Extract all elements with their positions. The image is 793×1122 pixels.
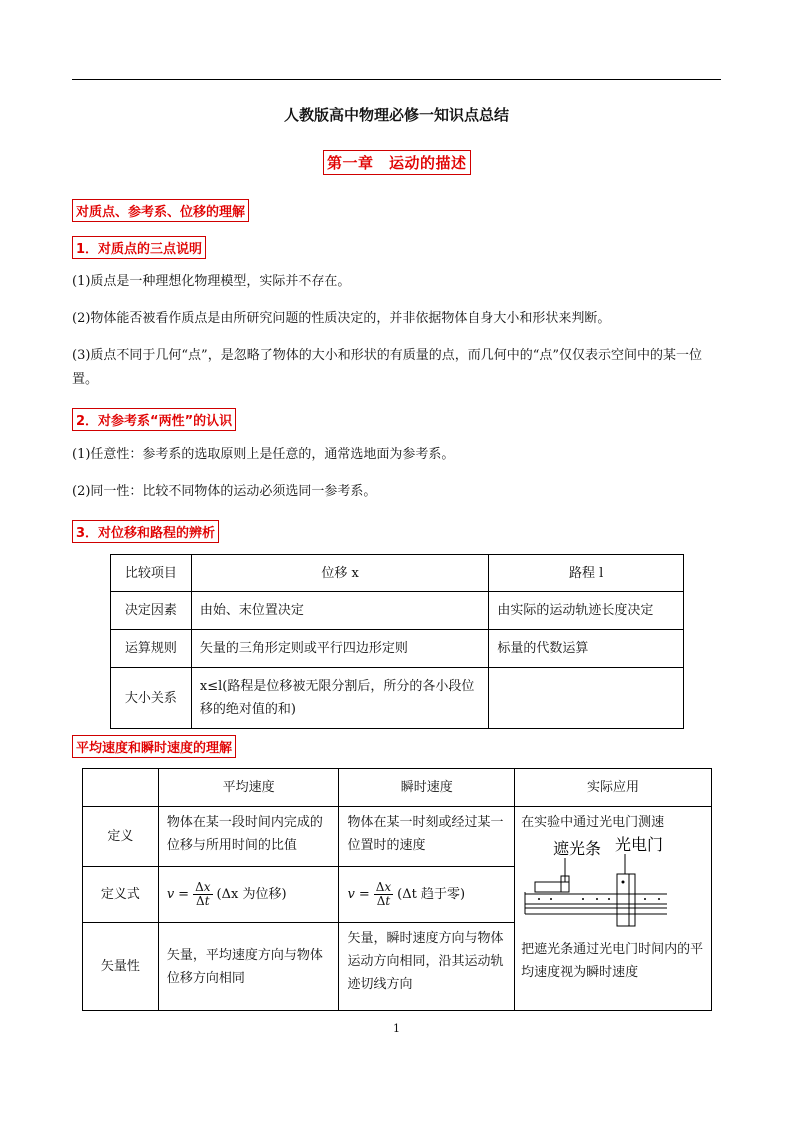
subheading-particle: 1．对质点的三点说明 (72, 236, 206, 259)
table-cell: 矢量，平均速度方向与物体位移方向相同 (158, 923, 339, 1011)
table-cell: 标量的代数运算 (489, 630, 684, 668)
velocity-table (82, 768, 712, 1011)
chapter-heading: 第一章 运动的描述 (323, 150, 471, 175)
header-rule (72, 79, 721, 80)
table-header-cell: 路程 l (489, 555, 684, 592)
table-cell: 运算规则 (111, 630, 192, 668)
table-cell: 矢量，瞬时速度方向与物体运动方向相同，沿其运动轨迹切线方向 (339, 923, 515, 1011)
paragraph: (1)任意性：参考系的选取原则上是任意的，通常选地面为参考系。 (72, 447, 455, 462)
table-cell: 物体在某一段时间内完成的位移与所用时间的比值 (158, 807, 339, 867)
subheading-displacement: 3．对位移和路程的辨析 (72, 520, 219, 543)
table-cell: 物体在某一时刻或经过某一位置时的速度 (339, 807, 515, 867)
paragraph: (2)物体能否被看作质点是由所研究问题的性质决定的，并非依据物体自身大小和形状来判断。 (72, 311, 611, 326)
subheading-reference-frame: 2．对参考系“两性”的认识 (72, 408, 236, 431)
table-row-label: 定义式 (83, 867, 159, 923)
table-cell: 大小关系 (111, 668, 192, 729)
formula-note: (Δx 为位移) (216, 887, 287, 902)
table-cell: 由始、末位置决定 (191, 592, 488, 630)
paragraph: (3)质点不同于几何“点”，是忽略了物体的大小和形状的有质量的点，而几何中的“点”仅仅表示空间中的某一位置。 (72, 348, 702, 387)
application-cell (515, 807, 712, 1011)
table-header-cell: 实际应用 (515, 769, 712, 807)
table-cell: 由实际的运动轨迹长度决定 (489, 592, 684, 630)
section-heading-concepts: 对质点、参考系、位移的理解 (72, 199, 249, 222)
paragraph: (2)同一性：比较不同物体的运动必须选同一参考系。 (72, 484, 377, 499)
table-cell (489, 668, 684, 729)
table-header-cell (83, 769, 159, 807)
page-number: 1 (393, 1022, 400, 1035)
formula-cell-instant: v = $\frac{\Delta x}{\Delta t}$ (Δt 趋于零) (339, 867, 515, 923)
photogate-diagram (521, 836, 671, 928)
table-header-cell: 位移 x (191, 555, 488, 592)
application-text-top: 在实验中通过光电门测速 (521, 815, 665, 830)
table-header-cell: 平均速度 (158, 769, 339, 807)
application-text-bottom: 把遮光条通过光电门时间内的平均速度视为瞬时速度 (521, 942, 704, 980)
table-cell: 矢量的三角形定则或平行四边形定则 (191, 630, 488, 668)
table-header-cell: 比较项目 (111, 555, 192, 592)
paragraph: (1)质点是一种理想化物理模型，实际并不存在。 (72, 274, 351, 289)
label-gate: 光电门 (615, 836, 664, 854)
formula-cell-average: v = $\frac{\Delta x}{\Delta t}$ (Δx 为位移) (158, 867, 339, 923)
table-row-label: 定义 (83, 807, 159, 867)
label-strip: 遮光条 (553, 839, 602, 858)
table-cell: x≤l(路程是位移被无限分割后，所分的各小段位移的绝对值的和) (191, 668, 488, 729)
table-header-cell: 瞬时速度 (339, 769, 515, 807)
table-row-label: 矢量性 (83, 923, 159, 1011)
formula-note: (Δt 趋于零) (397, 887, 466, 902)
displacement-distance-table (110, 554, 684, 729)
table-cell: 决定因素 (111, 592, 192, 630)
section-heading-velocity: 平均速度和瞬时速度的理解 (72, 735, 236, 758)
document-title: 人教版高中物理必修一知识点总结 (283, 106, 509, 124)
